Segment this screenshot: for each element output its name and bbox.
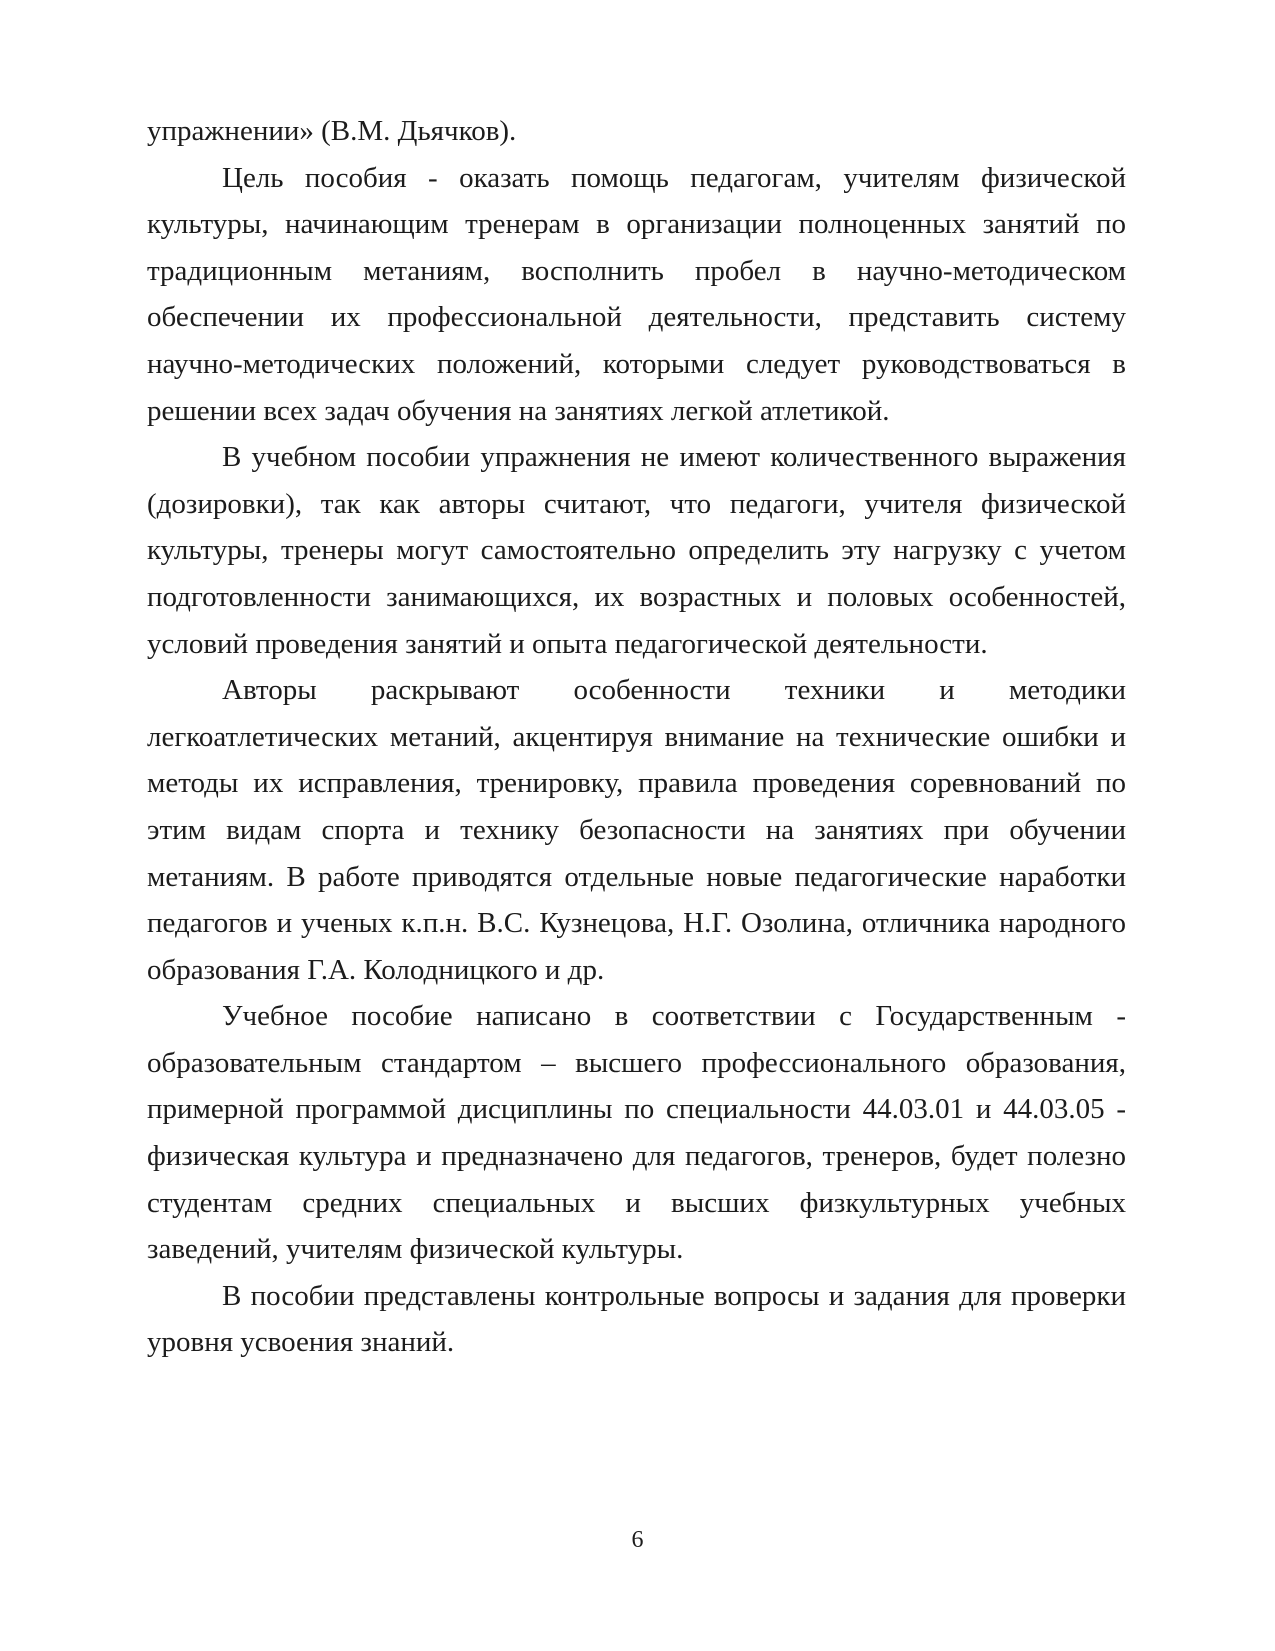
paragraph-questions: В пособии представлены контрольные вопросы и задания для проверки уровня усвоения знаний.: [147, 1279, 1126, 1359]
page-number: 6: [631, 1527, 644, 1553]
paragraph-purpose: Цель пособия - оказать помощь педагогам, учителям физической культуры, начинающим тренерам в организации полноценных занятий по традиционным метаниям, восполнить пробел в научно-методическом обеспечении их профессиональной деятельности, представить систему научно-методических положений, которыми следует руководствоваться в решении всех задач обучения на занятиях легкой атлетикой.: [147, 161, 1126, 427]
paragraph-continuation: упражнении» (В.М. Дьячков).: [147, 115, 517, 147]
paragraph-dosage: В учебном пособии упражнения не имеют количественного выражения (дозировки), так как авторы считают, что педагоги, учителя физической культуры, тренеры могут самостоятельно определить эту нагрузку с учетом подготовленности занимающихся, их возрастных и половых особенностей, условий проведения занятий и опыта педагогической деятельности.: [147, 441, 1126, 660]
body-text: [147, 108, 1126, 1366]
paragraph-authors: Авторы раскрывают особенности техники и методики легкоатлетических метаний, акцентируя внимание на технические ошибки и методы их исправления, тренировку, правила проведения соревнований по этим видам спорта и технику безопасности на занятиях при обучении метаниям. В работе приводятся отдельные новые педагогические наработки педагогов и ученых к.п.н. В.С. Кузнецова, Н.Г. Озолина, отличника народного образования Г.А. Колодницкого и др.: [147, 674, 1126, 986]
paragraph-standard: Учебное пособие написано в соответствии с Государственным - образовательным стандартом – высшего профессионального образования, примерной программой дисциплины по специальности 44.03.01 и 44.03.05 - физическая культура и предназначено для педагогов, тренеров, будет полезно студентам средних специальных и высших физкультурных учебных заведений, учителям физической культуры.: [147, 1000, 1126, 1266]
